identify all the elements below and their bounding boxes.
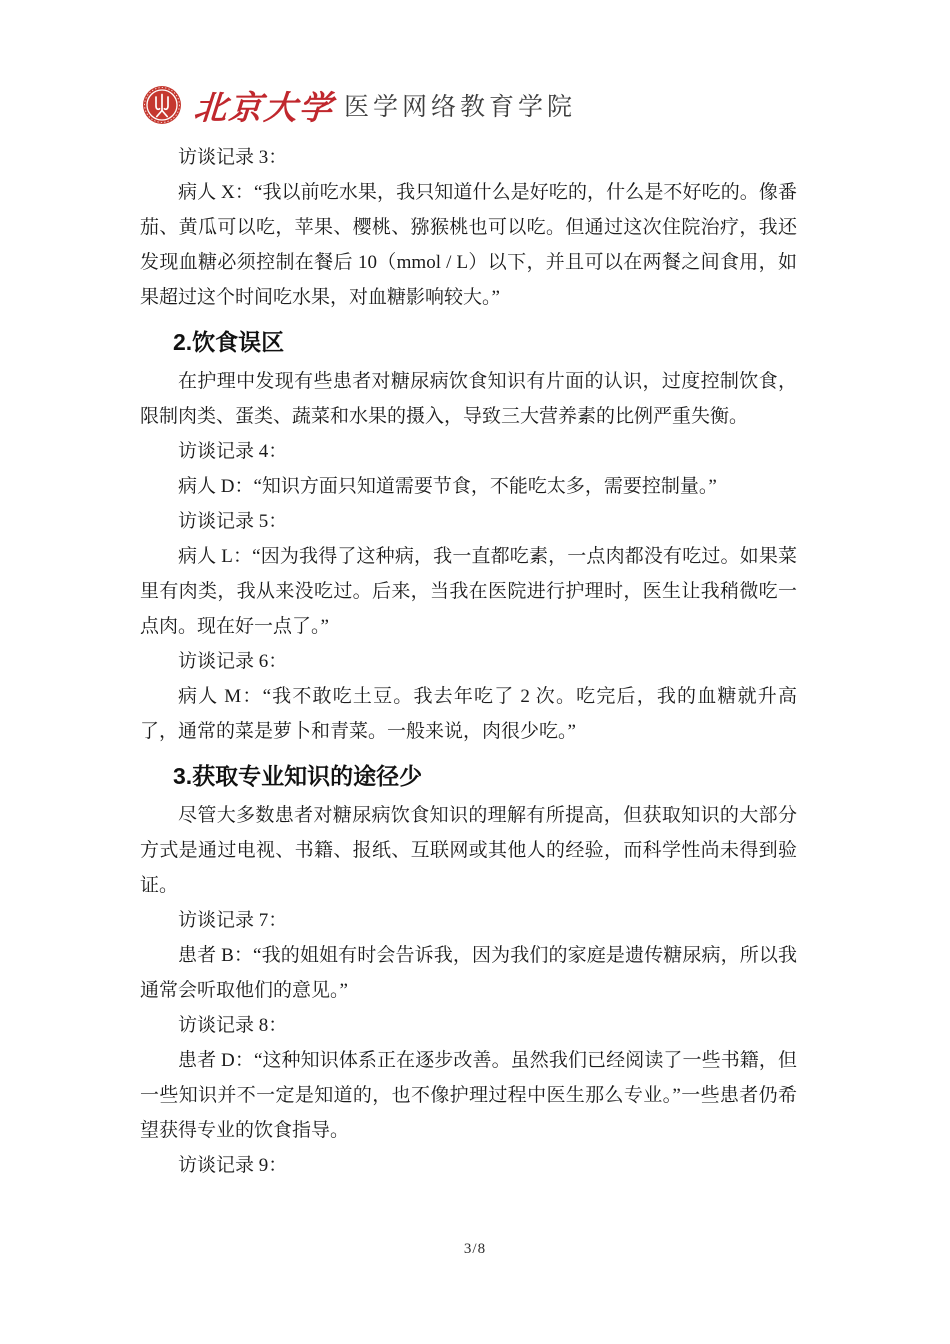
interview-record-label: 访谈记录 5：: [178, 511, 288, 532]
document-body: [140, 140, 797, 1183]
interview-record-label: 访谈记录 6：: [178, 651, 288, 672]
interview-record-label: 访谈记录 4：: [178, 441, 288, 462]
university-name-calligraphy: 北京大学: [192, 90, 336, 127]
paragraph: 患者 B：“我的姐姐有时会告诉我，因为我们的家庭是遗传糖尿病，所以我通常会听取他们的意见。”: [140, 945, 797, 1001]
page-number: 3/8: [463, 1241, 487, 1257]
interview-record-label: 访谈记录 8：: [178, 1015, 288, 1036]
paragraph: 在护理中发现有些患者对糖尿病饮食知识有片面的认识，过度控制饮食，限制肉类、蛋类、蔬菜和水果的摄入，导致三大营养素的比例严重失衡。: [140, 371, 797, 427]
interview-record-label: 访谈记录 9：: [178, 1155, 288, 1176]
pku-seal-icon: [142, 85, 182, 125]
letterhead: [142, 82, 576, 128]
paragraph: 病人 D：“知识方面只知道需要节食，不能吃太多，需要控制量。”: [178, 476, 717, 497]
school-name: 医学网络教育学院: [344, 94, 577, 121]
interview-record-label: 访谈记录 3：: [178, 147, 288, 168]
paragraph: 病人 X：“我以前吃水果，我只知道什么是好吃的，什么是不好吃的。像番茄、黄瓜可以吃，苹果、樱桃、猕猴桃也可以吃。但通过这次住院治疗，我还发现血糖必须控制在餐后 10（mmol / L）以下，并且可以在两餐之间食用，如果超过这个时间吃水果，对血糖影响较大。”: [140, 182, 797, 308]
section-heading: 2.饮食误区: [173, 329, 285, 355]
paragraph: 病人 M：“我不敢吃土豆。我去年吃了 2 次。吃完后，我的血糖就升高了，通常的菜是萝卜和青菜。一般来说，肉很少吃。”: [140, 686, 797, 742]
paragraph: 患者 D：“这种知识体系正在逐步改善。虽然我们已经阅读了一些书籍，但一些知识并不一定是知道的，也不像护理过程中医生那么专业。”一些患者仍希望获得专业的饮食指导。: [140, 1050, 797, 1141]
section-heading: 3.获取专业知识的途径少: [173, 763, 423, 789]
paragraph: 病人 L：“因为我得了这种病，我一直都吃素，一点肉都没有吃过。如果菜里有肉类，我从来没吃过。后来，当我在医院进行护理时，医生让我稍微吃一点肉。现在好一点了。”: [140, 546, 797, 637]
paragraph: 尽管大多数患者对糖尿病饮食知识的理解有所提高，但获取知识的大部分方式是通过电视、书籍、报纸、互联网或其他人的经验，而科学性尚未得到验证。: [140, 805, 797, 896]
interview-record-label: 访谈记录 7：: [178, 910, 288, 931]
